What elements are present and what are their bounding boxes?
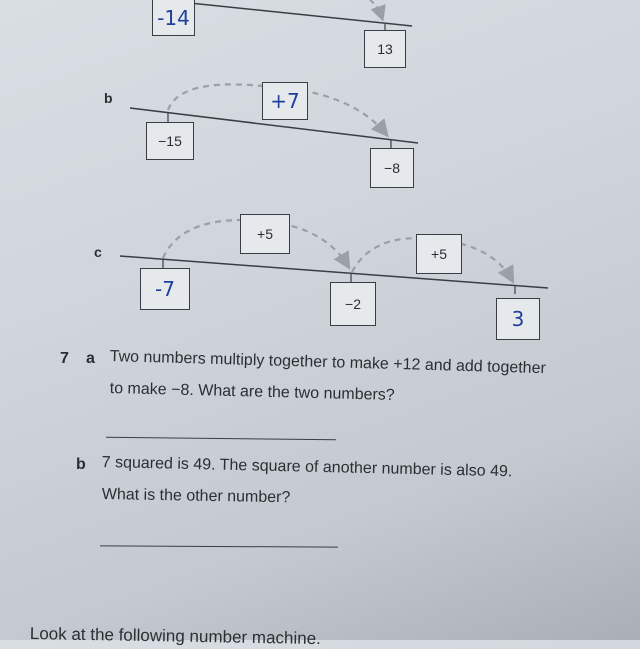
- part-c-mid-box: −2: [330, 282, 376, 326]
- number-line-top: [180, 2, 412, 26]
- part-c-end-box: 3: [496, 298, 540, 340]
- top-end-box: 13: [364, 30, 406, 68]
- part-b-jump-box: +7: [262, 82, 308, 120]
- top-start-box: -14: [152, 0, 195, 36]
- question-7b-line2: What is the other number?: [101, 485, 291, 507]
- part-c-label: c: [94, 244, 102, 260]
- part-b-label: b: [104, 90, 113, 106]
- question-number: 7: [60, 350, 69, 367]
- question-7a-label: a: [86, 350, 95, 367]
- part-c-jump2-box: +5: [416, 234, 462, 274]
- part-b-end-box: −8: [370, 148, 414, 188]
- part-c-start-box: -7: [140, 268, 190, 310]
- bottom-cutoff-text: Look at the following number machine.: [29, 624, 322, 649]
- question-7a-line2: to make −8. What are the two numbers?: [109, 379, 395, 404]
- question-7a-line1: Two numbers multiply together to make +12 and add together: [109, 347, 547, 378]
- part-b-start-box: −15: [146, 122, 194, 160]
- question-7b-line1: 7 squared is 49. The square of another number is also 49.: [101, 453, 513, 481]
- part-c-jump1-box: +5: [240, 214, 290, 254]
- question-7b-label: b: [76, 456, 86, 473]
